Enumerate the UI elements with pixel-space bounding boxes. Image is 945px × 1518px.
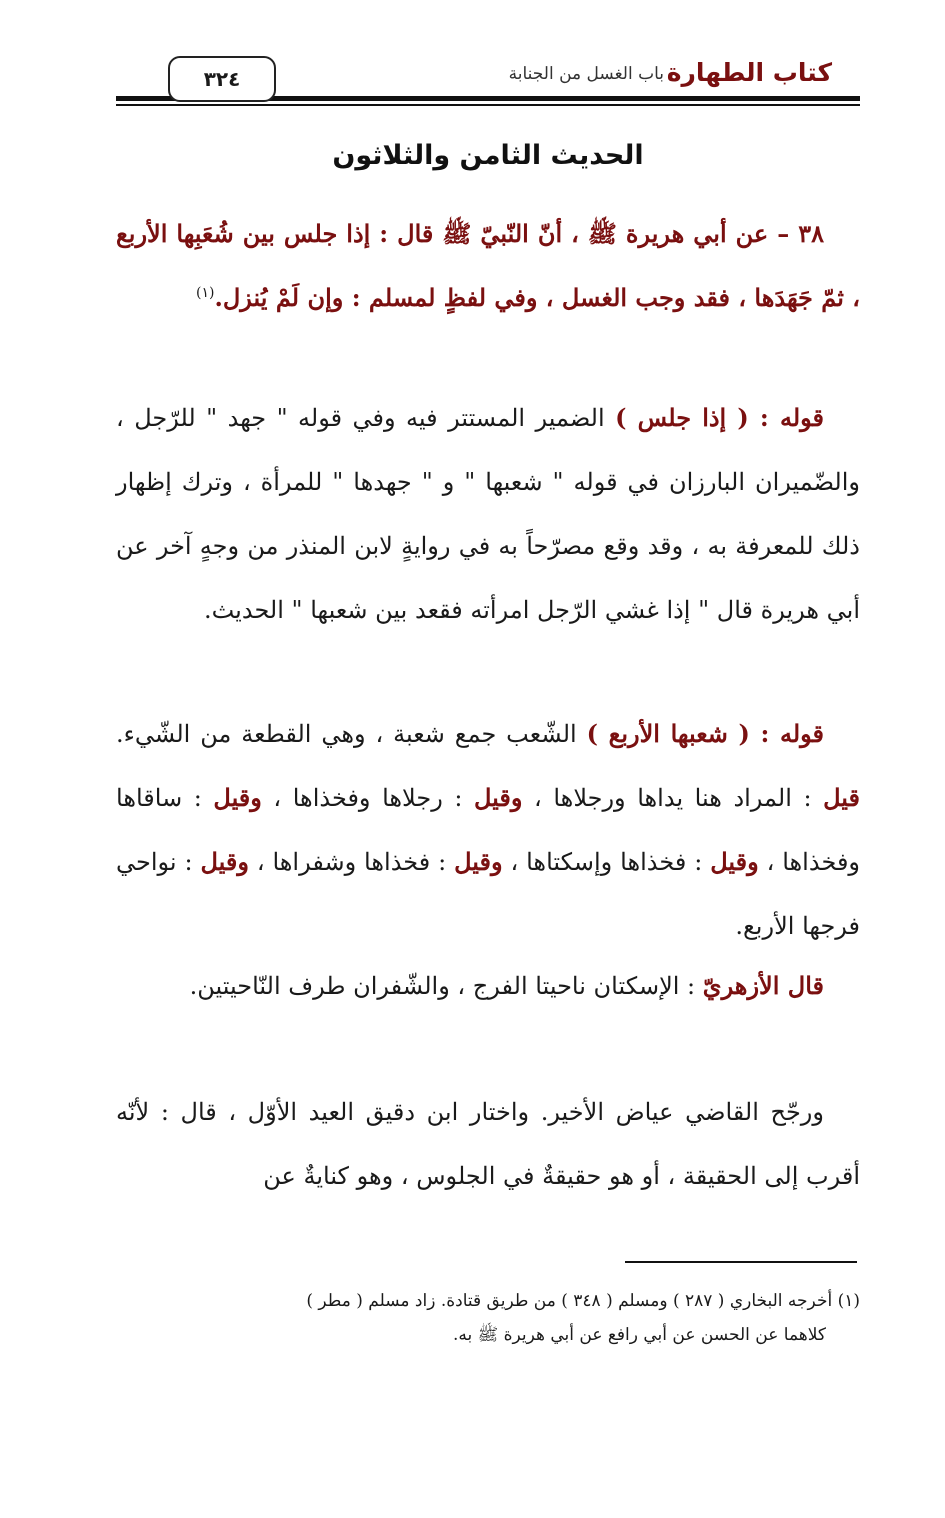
paragraph-text: : فخذاها وإسكتاها ، — [502, 848, 711, 876]
footnote-line-1: (١) أخرجه البخاري ( ٢٨٧ ) ومسلم ( ٣٤٨ ) من طريق قتادة. زاد مسلم ( مطر ) — [306, 1291, 860, 1311]
paragraph-text: الشّعب جمع شعبة ، وهي القطعة من الشّيء. — [116, 720, 587, 748]
header-rule-thin — [116, 104, 860, 106]
paragraph-text: : رجلاها وفخذاها ، — [261, 784, 474, 812]
keyword-qila: قيل — [823, 783, 860, 812]
keyword-qila: وقيل — [200, 847, 249, 876]
matn-text: ٣٨ – عن أبي هريرة ﷺ ، أنّ النّبيّ ﷺ قال : إذا جلس بين شُعَبِها الأربع ، ثمّ جَهَدَها ، فقد وجب الغسل ، وفي لفظٍ لمسلم : وإن لَمْ يُنزل. — [116, 219, 860, 312]
hadith-heading: الحديث الثامن والثلاثون — [332, 140, 644, 171]
commentary-paragraph-4 — [116, 1080, 860, 1208]
paragraph-text: : فخذاها وشفراها ، — [248, 848, 455, 876]
footnotes — [116, 1284, 860, 1352]
page-number: ٣٢٤ — [168, 56, 276, 102]
footnote-separator — [625, 1261, 857, 1263]
commentary-paragraph-3 — [116, 954, 860, 1018]
paragraph-lead: قوله : ( إذا جلس ) — [615, 403, 824, 432]
paragraph-text: : الإسكتان ناحيتا الفرج ، والشّفران طرف النّاحيتين. — [189, 972, 703, 1000]
keyword-qila: وقيل — [454, 847, 503, 876]
page-header — [116, 52, 860, 114]
book-title: كتاب الطهارة — [666, 58, 832, 87]
footnote-line-2: كلاهما عن الحسن عن أبي رافع عن أبي هريرة ﷺ به. — [453, 1325, 826, 1345]
paragraph-text: ورجّح القاضي عياض الأخير. واختار ابن دقيق العيد الأوّل ، قال : لأنّه أقرب إلى الحقيقة ، أو هو حقيقةٌ في الجلوس ، وهو كنايةٌ عن — [116, 1098, 860, 1190]
hadith-matn — [116, 202, 860, 330]
commentary-paragraph-2 — [116, 702, 860, 958]
commentary-paragraph-1 — [116, 386, 860, 642]
paragraph-text: : ساقاها وفخذاها ، — [116, 784, 861, 876]
paragraph-text: : نواحي فرجها الأربع. — [116, 848, 860, 940]
chapter-title: باب الغسل من الجنابة — [508, 64, 664, 84]
paragraph-lead: قوله : ( شعبها الأربع ) — [586, 719, 825, 748]
keyword-qila: وقيل — [710, 847, 759, 876]
keyword-qila: وقيل — [474, 783, 523, 812]
paragraph-lead: قال الأزهريّ — [702, 971, 824, 1000]
keyword-qila: وقيل — [213, 783, 262, 812]
paragraph-text: الضمير المستتر فيه وفي قوله " جهد " للرّجل ، والضّميران البارزان في قوله " شعبها " و " جهدها " للمرأة ، وترك إظهار ذلك للمعرفة به ، وقد وقع مصرّحاً به في روايةٍ لابن المنذر من وجهٍ آخر عن أبي هريرة قال " إذا غشي الرّجل امرأته فقعد بين شعبها " الحديث. — [116, 404, 860, 624]
paragraph-text: : المراد هنا يداها ورجلاها ، — [522, 784, 824, 812]
footnote-ref: (١) — [196, 285, 215, 301]
